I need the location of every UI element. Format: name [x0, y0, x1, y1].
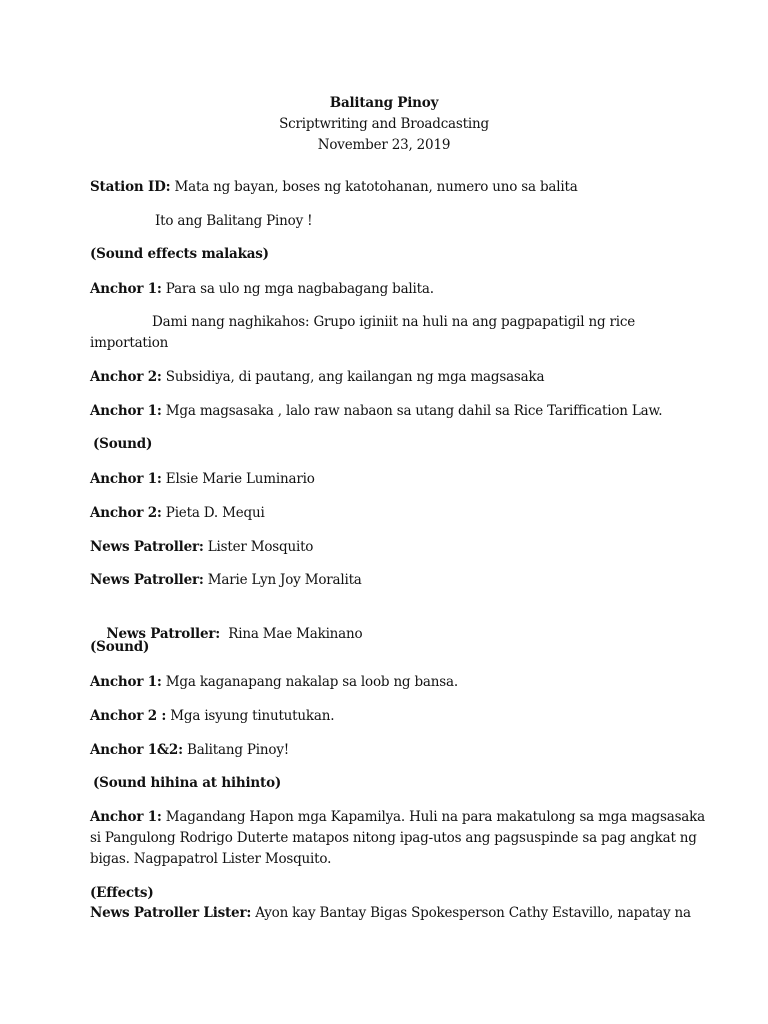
line-text: Magandang Hapon mga Kapamilya. Huli na para makatulong sa mga magsasaka [161, 809, 705, 825]
line-text: Para sa ulo ng mga nagbabagang balita. [161, 281, 434, 297]
anchor-line-continued: si Pangulong Rodrigo Duterte matapos nitong ipag-utos ang pagsuspinde sa pag angkat ng [90, 830, 697, 846]
speaker-label: News Patroller Lister: [90, 905, 252, 921]
anchor-line [90, 401, 662, 421]
anchor-line [90, 279, 434, 299]
anchor-line [90, 469, 315, 489]
headline-line: Dami nang naghikahos: Grupo iginiit na huli na ang pagpapatigil ng rice [152, 314, 636, 330]
line-text: Subsidiya, di pautang, ang kailangan ng mga magsasaka [161, 369, 545, 385]
speaker-label: News Patroller: [90, 539, 204, 555]
speaker-label: Anchor 1: [90, 471, 162, 487]
stage-direction: (Sound) [93, 436, 153, 452]
line-text: Mga kaganapang nakalap sa loob ng bansa. [161, 674, 458, 690]
speaker-label: News Patroller: [106, 626, 221, 642]
patroller-line [90, 570, 362, 590]
speaker-label: Anchor 1: [90, 674, 162, 690]
document-title: Balitang Pinoy [329, 95, 439, 111]
document-date: November 23, 2019 [317, 137, 451, 153]
anchor-line [90, 706, 334, 726]
anchor-line [90, 740, 289, 760]
patroller-line [90, 537, 313, 557]
line-text: Pieta D. Mequi [161, 505, 265, 521]
intro-line: Ito ang Balitang Pinoy ! [155, 213, 313, 229]
speaker-label: Anchor 2: [90, 505, 162, 521]
line-text: Marie Lyn Joy Moralita [203, 572, 362, 588]
speaker-label: Anchor 1: [90, 403, 162, 419]
speaker-label: Station ID: [90, 179, 171, 195]
patroller-line [90, 903, 691, 923]
stage-direction: (Sound hihina at hihinto) [93, 775, 282, 791]
line-text: Mga magsasaka , lalo raw nabaon sa utang dahil sa Rice Tariffication Law. [161, 403, 663, 419]
anchor-line [90, 672, 458, 692]
speaker-label: Anchor 1&2: [90, 742, 183, 758]
speaker-label: Anchor 2 : [90, 708, 167, 724]
document-subtitle: Scriptwriting and Broadcasting [279, 116, 489, 132]
line-text: Mata ng bayan, boses ng katotohanan, numero uno sa balita [170, 179, 578, 195]
anchor-line [90, 503, 265, 523]
line-text: Lister Mosquito [203, 539, 314, 555]
line-text: Elsie Marie Luminario [161, 471, 315, 487]
speaker-label: News Patroller: [90, 572, 204, 588]
anchor-line-continued: bigas. Nagpapatrol Lister Mosquito. [90, 851, 332, 867]
stage-direction: (Effects) [90, 885, 154, 901]
speaker-label: Anchor 1: [90, 809, 162, 825]
line-text: Ayon kay Bantay Bigas Spokesperson Cathy Estavillo, napatay na [251, 905, 691, 921]
headline-line-continued: importation [90, 335, 169, 351]
anchor-line [90, 367, 544, 387]
station-id-line [90, 177, 578, 197]
line-text: Balitang Pinoy! [182, 742, 289, 758]
speaker-label: Anchor 2: [90, 369, 162, 385]
anchor-line [90, 807, 705, 827]
line-text: Mga isyung tinututukan. [166, 708, 335, 724]
line-text: Rina Mae Makinano [220, 626, 363, 642]
speaker-label: Anchor 1: [90, 281, 162, 297]
stage-direction: (Sound) [90, 639, 150, 655]
stage-direction: (Sound effects malakas) [90, 246, 269, 262]
